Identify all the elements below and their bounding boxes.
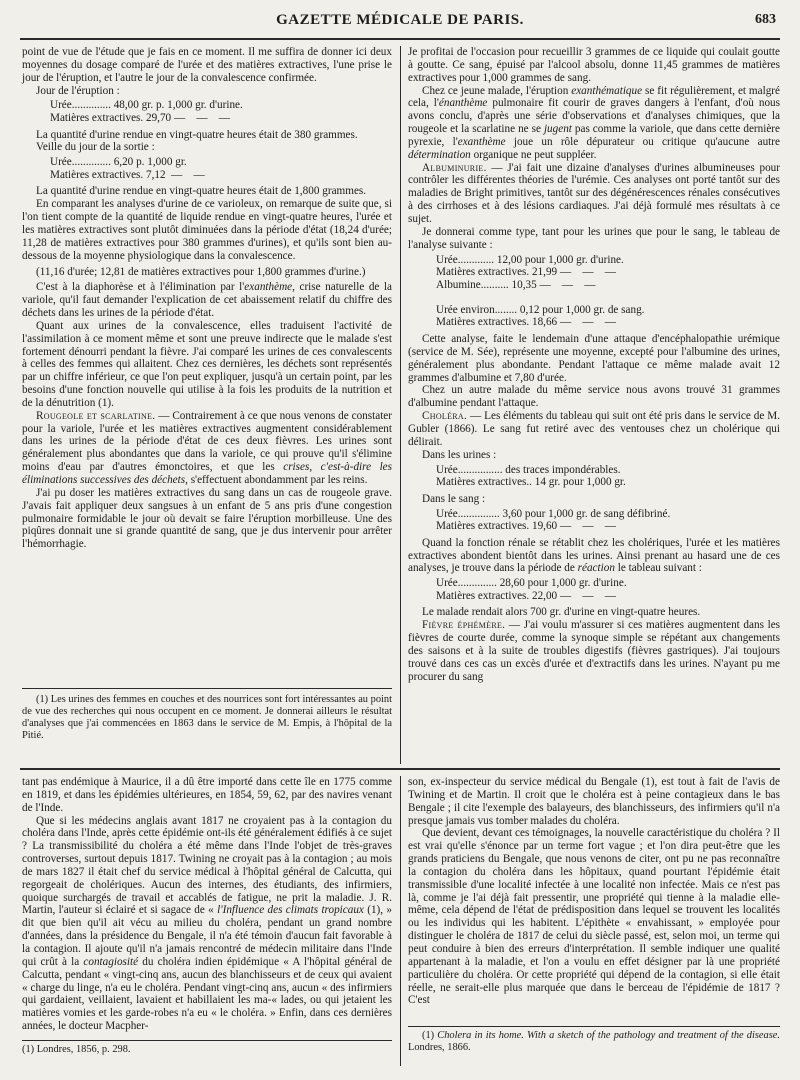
- footnote-rule-left: [22, 688, 392, 689]
- table-row: Urée.............. 6,20 p. 1,000 gr.: [50, 156, 187, 169]
- paragraph: Que si les médecins anglais avant 1817 ne croyaient pas à la contagion du choléra dans l'Inde, après cette épidémie ont-ils été généralement édifiés à ce sujet ? La transmissibilité du choléra a été même dans l'Inde l'objet de très-graves controverses, surtout depuis 1817. Twining ne croyait pas à la contagion ; au mois de mars 1827 il était chef du service médical à l'hôpital général de Calcutta, qui regorgeait de cholériques. Aucun des internes, des étudiants, des infirmiers, quoique surchargés de travail et accablés de fatigue, ne prit la maladie. J. R. Martin, l'auteur si éclairé et si sagace de « l'Influence des climats tropicaux (1), » dit que bien qu'il ait vécu au milieu du choléra, pendant un grand nombre d'années, dans la présidence du Bengale, il n'a été témoin d'aucun fait favorable à la contagion. Il ajoute qu'il n'a jamais rencontré de médecin militaire dans l'Inde qui crût à la contagiosité du choléra indien épidémique « A l'hôpital général de Calcutta, pendant « vingt-cinq ans, aucun des blanchisseurs et de ceux qui avaient « charge du linge, n'a eu le choléra. Pendant vingt-cinq ans, aucun « des infirmiers qui gardaient, veillaient, lavaient et habillaient les ma-« lades, ou qui jetaient les matières vomies et les garde-robes n'a eu « le choléra. » Enfin, dans ces dernières années, le docteur Macpher-: [22, 814, 393, 1033]
- paragraph: Le malade rendait alors 700 gr. d'urine en vingt-quatre heures.: [422, 606, 701, 619]
- table-row: Matières extractives. 19,60 — — —: [436, 520, 616, 533]
- column-rule-top: [400, 46, 401, 764]
- paragraph: Jour de l'éruption :: [36, 84, 120, 97]
- data-table: [436, 254, 780, 330]
- table-row: Urée............. 12,00 pour 1,000 gr. d'urine.: [436, 253, 624, 266]
- page-header: [20, 12, 780, 34]
- paragraph: Albuminurie. — J'ai fait une dizaine d'analyses d'urines albumineuses pour contrôler les différentes théories de l'urémie. Ces analyses ont porté tantôt sur des maladies de Bright primitives, tantôt sur des dégénérescences rénales consécutives à des cirrhoses et à des lésions cardiaques. J'ai déjà formulé mes résultats à ce sujet.: [408, 161, 780, 225]
- data-table: [436, 508, 780, 533]
- paragraph: (11,16 d'urée; 12,81 de matières extractives pour 1,800 grammes d'urine.): [36, 265, 366, 278]
- table-row: Matières extractives. 29,70 — — —: [50, 111, 230, 124]
- paragraph: La quantité d'urine rendue en vingt-quatre heures était de 380 grammes.: [36, 128, 358, 141]
- table-row: Matières extractives. 21,99 — — —: [436, 266, 616, 279]
- data-table: [436, 577, 780, 602]
- paragraph: Je profitai de l'occasion pour recueillir 3 grammes de ce liquide qui coulait goutte à goutte. Ce sang, épuisé par l'alcool absolu, donne 11,45 grammes de matières extractives pour 1,000 grammes de sang.: [408, 46, 780, 84]
- top-left-column: [22, 46, 392, 551]
- table-row: Albumine.......... 10,35 — — —: [436, 278, 596, 291]
- bottom-right-column: [408, 776, 780, 1007]
- data-table: [50, 99, 392, 124]
- header-rule: [20, 38, 780, 40]
- paragraph: Fièvre éphémère. — J'ai voulu m'assurer si ces matières augmentent dans les fièvres de courte durée, comme la synoque simple se répétant aux changements des saisons et à la suite de troubles digestifs (fièvres gastriques). J'ai toujours trouvé dans ces cas un excès d'urée et d'extractifs dans les urines. N'ayant pu me procurer du sang: [408, 619, 781, 683]
- paragraph: Quant aux urines de la convalescence, elles traduisent l'activité de l'assimilation à ce moment même et sont une preuve indirecte que le malade s'est fortement dénourri pendant la fièvre. J'ai comparé les urines de ces convalescents à celles des femmes qui allaitent. Chez ces dernières, les déchets sont représentés par un chiffre inférieur, ce que l'on peut expliquer, jusqu'à un certain point, par les besoins d'une fonction nouvelle qui utilise à la fois les produits de la nutrition et de la dénutrition (1).: [22, 319, 392, 409]
- journal-title: GAZETTE MÉDICALE DE PARIS.: [276, 12, 524, 28]
- column-rule-bottom: [400, 776, 401, 1066]
- table-row: Matières extractives. 7,12 — —: [50, 168, 205, 181]
- paragraph: Dans le sang :: [422, 492, 486, 505]
- footnote-rule-bottom-right: [408, 1026, 780, 1027]
- table-row: Urée.............. 48,00 gr. p. 1,000 gr. d'urine.: [50, 99, 243, 112]
- table-row: Urée............... 3,60 pour 1,000 gr. de sang défibriné.: [436, 507, 671, 520]
- section-rule: [20, 768, 780, 770]
- paragraph: Veille du jour de la sortie :: [36, 141, 155, 154]
- paragraph: Quand la fonction rénale se rétablit chez les cholériques, l'urée et les matières extractives abondent bientôt dans les urines. Ainsi prenant au hasard une de ces analyses, je trouve dans la période de réaction le tableau suivant :: [408, 536, 780, 575]
- paragraph: point de vue de l'étude que je fais en ce moment. Il me suffira de donner ici deux moyennes du dosage comparé de l'urée et des matières extractives, l'une prise le jour de l'éruption, et l'autre le jour de la convalescence confirmée.: [22, 46, 392, 84]
- paragraph: Choléra. — Les éléments du tableau qui suit ont été pris dans le service de M. Gubler (1866). Le sang fut retiré avec des ventouses chez un cholérique qui délirait.: [408, 410, 780, 448]
- paragraph: En comparant les analyses d'urine de ce varioleux, on remarque de suite que, si l'on tient compte de la quantité de liquide rendue en vingt-quatre heures, l'urée et les matières extractives sont plutôt diminuées dans la période d'état (18,24 d'urée; 11,28 de matières extractives pour 380 grammes d'urines), et qu'ils sont bien au-dessous de la moyenne physiologique dans la convalescence.: [22, 198, 392, 262]
- table-row: Matières extractives.. 14 gr. pour 1,000 gr.: [436, 476, 626, 489]
- paragraph: J'ai pu doser les matières extractives du sang dans un cas de rougeole grave. J'avais fait appliquer deux sangsues à un enfant de 5 ans pris d'une congestion pulmonaire formidable le jour où devait se faire l'éruption morbilleuse. Une des piqûres donnait une si grande quantité de sang, que je dus intervenir pour arrêter l'hémorrhagie.: [22, 486, 392, 551]
- top-left-footnote: (1) Les urines des femmes en couches et des nourrices sont fort intéressantes au point de vue des recherches qui nous occupent en ce moment. Je donnerai ailleurs le résultat d'analyses que j'ai commencées en 1863 dans le service de M. Empis, à l'hôpital de la Pitié.: [22, 694, 392, 741]
- table-row: Urée environ........ 0,12 pour 1,000 gr. de sang.: [436, 303, 645, 316]
- table-row: Urée.............. 28,60 pour 1,000 gr. d'urine.: [436, 577, 627, 590]
- bottom-left-column: [22, 776, 392, 1033]
- paragraph: C'est à la diaphorèse et à l'élimination par l'exanthème, crise naturelle de la variole, qu'il faut demander l'explication de cet abaissement relatif du chiffre des déchets dans les urines de la période d'état.: [22, 281, 393, 320]
- paragraph: Je donnerai comme type, tant pour les urines que pour le sang, le tableau de l'analyse suivante :: [408, 225, 780, 251]
- paragraph: Rougeole et scarlatine. — Contrairement à ce que nous venons de constater pour la variole, l'urée et les matières extractives augmentent considérablement dans les urines de la période d'état de ces deux fièvres. Les urines sont généralement plus abondantes que dans la variole, ce qui prouve qu'il s'élimine moins d'eau par d'autres émonctoires, et que les crises, c'est-à-dire les éliminations successives des déchets, s'effectuent abondamment par les reins.: [22, 409, 393, 486]
- table-row: [436, 291, 780, 304]
- data-table: [50, 156, 392, 181]
- table-row: Urée................ des traces impondérables.: [436, 463, 621, 476]
- data-table: [436, 464, 780, 489]
- page-number: 683: [755, 12, 776, 27]
- paragraph: Cette analyse, faite le lendemain d'une attaque d'encéphalopathie urémique (service de M. Sée), représente une moyenne, excepté pour l'albumine des urines, généralement plus abondante. Pendant l'attaque ce même malade avait 12 grammes d'albumine et 7,80 d'urée.: [408, 333, 780, 384]
- table-row: Matières extractives. 18,66 — — —: [436, 316, 616, 329]
- paragraph: La quantité d'urine rendue en vingt-quatre heures était de 1,800 grammes.: [36, 185, 367, 198]
- paragraph: Que devient, devant ces témoignages, la nouvelle caractéristique du choléra ? Il est vrai qu'elle s'énonce par un terme fort vague ; et l'on dira peut-être que les grands praticiens du Bengale, que nous venons de citer, ont pu ne pas reconnaître la contagion du choléra dans les hôpitaux, quand pourtant l'épidémie était transmissible d'une localité infectée à une localité non infectée. Mais ce n'est pas là, comme je l'ai déjà fait pressentir, une propriété qui tienne à la maladie elle-même, cela dépend de l'état de prédisposition dans lequel se trouvent les localités ou les individus qui les habitent. L'épithète « envahissant, » employée pour distinguer le choléra de 1817 de celui du siècle passé, est, selon moi, un terme qui peut conduire à bien des erreurs d'interprétation. Il semble indiquer une qualité appartenant à la maladie, et l'on a voulu en effet désigner par là une propriété particulière du choléra. Or cette propriété qui dépend de la contagion, si elle était réelle, ne serait-elle plus marquée que dans le berceau de l'épidémie de 1817 ? C'est: [408, 827, 780, 1007]
- paragraph: tant pas endémique à Maurice, il a dû être importé dans cette île en 1775 comme en 1819, et dans les épidémies ultérieures, en 1854, 59, 62, par des navires venant de l'Inde.: [22, 776, 392, 814]
- paragraph: Chez un autre malade du même service nous avons trouvé 31 grammes d'albumine pendant l'attaque.: [408, 384, 780, 410]
- paragraph: Chez ce jeune malade, l'éruption exanthématique se fit régulièrement, et malgré cela, l'énanthème pulmonaire fit courir de graves dangers à l'enfant, d'où nous avons conclu, d'après une série d'observations et d'analyses chimiques, que la rougeole et la scarlatine ne se jugent pas comme la variole, que dans cette dernière pyrexie, l'exanthème joue un rôle dépurateur ou critique qu'aucune autre détermination organique ne peut suppléer.: [408, 84, 780, 161]
- bottom-left-footnote: (1) Londres, 1856, p. 298.: [22, 1044, 131, 1055]
- top-right-column: [408, 46, 780, 684]
- paragraph: Dans les urines :: [422, 448, 497, 461]
- table-row: Matières extractives. 22,00 — — —: [436, 589, 616, 602]
- paragraph: son, ex-inspecteur du service médical du Bengale (1), est tout à fait de l'avis de Twining et de Martin. Il croit que le choléra est à peine contagieux dans le bas Bengale ; il cite l'exemple des balayeurs, des blanchisseurs, des infirmiers qu'il n'a presque jamais vus tomber malades du choléra.: [408, 776, 780, 827]
- bottom-right-footnote: (1) Cholera in its home. With a sketch of the pathology and treatment of the disease. Londres, 1866.: [408, 1030, 780, 1053]
- footnote-rule-bottom-left: [22, 1040, 392, 1041]
